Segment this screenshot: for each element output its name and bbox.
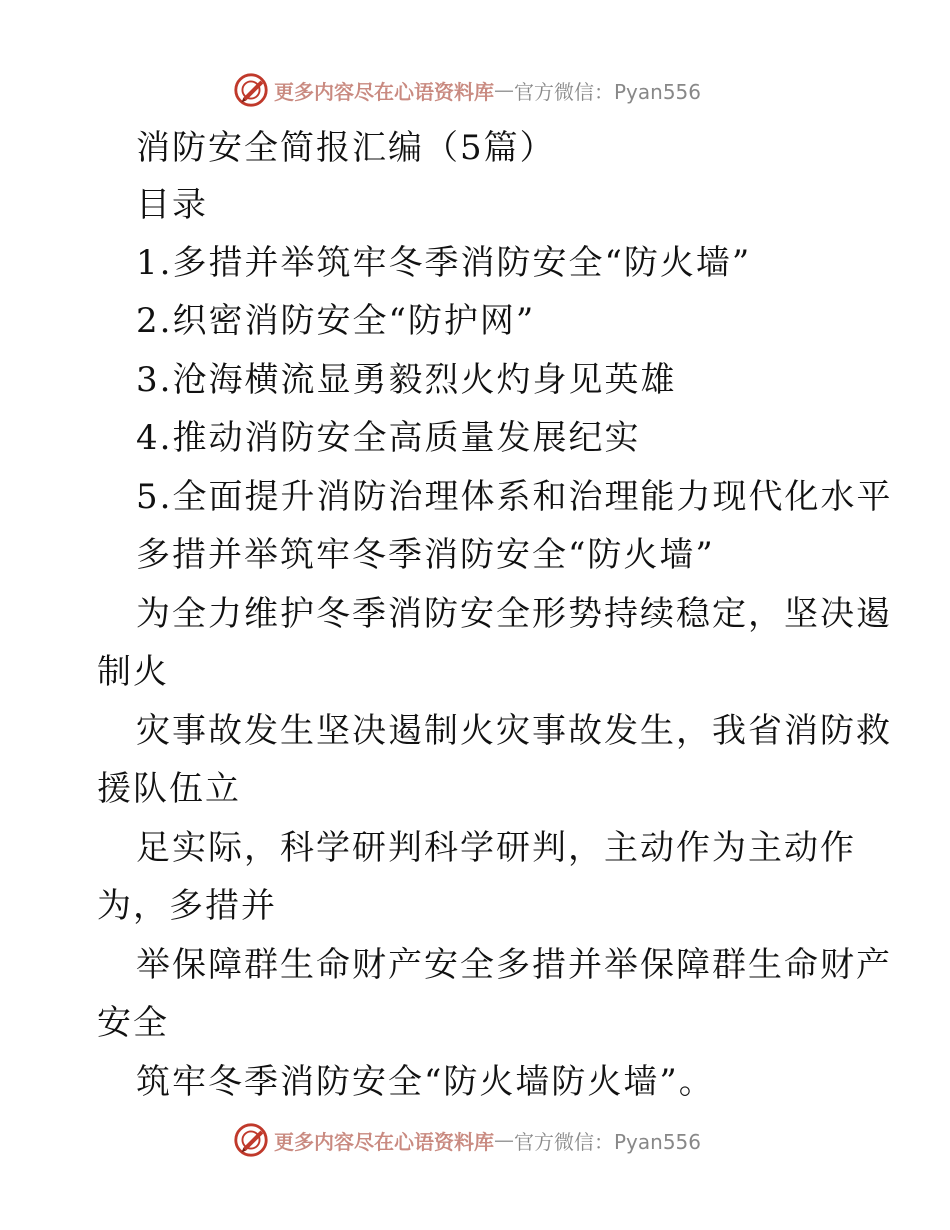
toc-item: 2.织密消防安全“防护网”	[136, 301, 536, 341]
section-title: 多措并举筑牢冬季消防安全“防火墙”	[136, 535, 715, 575]
body-line: 足实际，科学研判科学研判，主动作为主动作	[136, 828, 856, 868]
banner-wechat: 官方微信：Pyan556	[514, 1129, 702, 1154]
body-line: 灾事故发生坚决遏制火灾事故发生，我省消防救	[136, 711, 892, 751]
toc-item: 5.全面提升消防治理体系和治理能力现代化水平	[136, 477, 893, 517]
body-line: 援队伍立	[97, 769, 241, 809]
body-line: 安全	[97, 1003, 169, 1043]
toc-item: 4.推动消防安全高质量发展纪实	[136, 418, 641, 458]
toc-heading: 目录	[136, 185, 208, 225]
banner-separator: —	[494, 78, 514, 102]
banner-separator: —	[494, 1128, 514, 1152]
banner-wechat: 官方微信：Pyan556	[514, 79, 702, 104]
banner-text: 更多内容尽在心语资料库	[274, 1129, 494, 1154]
header-banner	[232, 70, 712, 110]
body-line: 为全力维护冬季消防安全形势持续稳定，坚决遏	[136, 594, 892, 634]
document-title: 消防安全简报汇编（5篇）	[136, 128, 556, 168]
toc-item: 1.多措并举筑牢冬季消防安全“防火墙”	[136, 243, 752, 283]
body-line: 制火	[97, 652, 169, 692]
body-line: 为，多措并	[97, 886, 277, 926]
body-line: 筑牢冬季消防安全“防火墙防火墙”。	[136, 1062, 715, 1102]
body-line: 举保障群生命财产安全多措并举保障群生命财产	[136, 945, 892, 985]
footer-banner	[232, 1120, 712, 1160]
pen-circle-logo-icon	[232, 1121, 270, 1159]
pen-circle-logo-icon	[232, 71, 270, 109]
toc-item: 3.沧海横流显勇毅烈火灼身见英雄	[136, 360, 677, 400]
banner-text: 更多内容尽在心语资料库	[274, 79, 494, 104]
